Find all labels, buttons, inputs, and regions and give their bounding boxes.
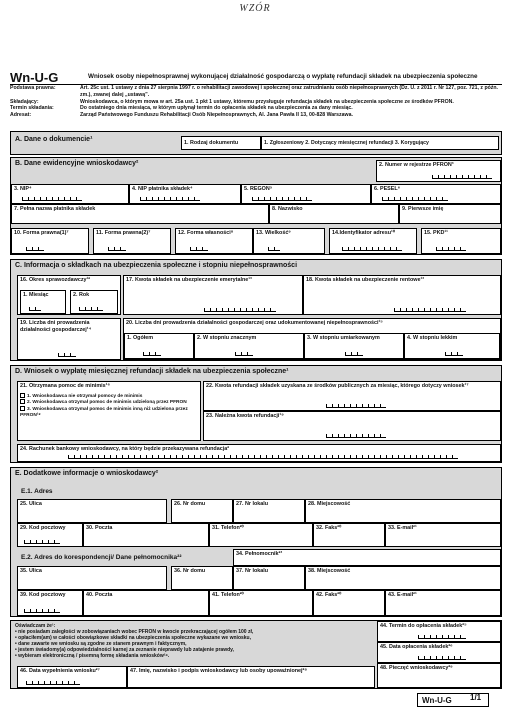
section-a-title: A. Dane o dokumencie¹ (15, 136, 93, 143)
field-11[interactable] (93, 228, 171, 254)
section-d-title: D. Wniosek o wypłatę miesięcznej refundacji składek na ubezpieczenia społeczne¹ (11, 366, 501, 379)
field-11-label: 11. Forma prawna(2)⁷ (96, 230, 151, 236)
field-20-light-label: 4. W stopniu lekkim (407, 335, 458, 341)
section-b (10, 157, 502, 255)
section-a (10, 131, 502, 155)
form-meta (10, 84, 502, 119)
field-9[interactable]: 9. Pierwsze imię (399, 204, 501, 224)
field-16-month[interactable] (20, 290, 66, 314)
field-16-label: 16. Okres sprawozdawczy¹² (20, 277, 91, 283)
field-24-label: 24. Rachunek bankowy wnioskodawcy, na który będzie przekazywana refundacja² (20, 446, 230, 452)
field-20-significant[interactable] (194, 333, 304, 359)
declaration-text: jestem świadomy(a) odpowiedzialności karnej za zeznanie nieprawdy lub zatajenie prawdy, (18, 647, 234, 653)
section-e1-title: E.1. Adres (21, 488, 53, 495)
field-4-label: 4. NIP płatnika składek⁴ (132, 186, 193, 192)
field-42[interactable]: 42. Faks²⁰ (313, 590, 385, 616)
field-45-label: 45. Data opłacenia składek²⁶ (380, 644, 453, 650)
field-40[interactable]: 40. Poczta (83, 590, 209, 616)
field-22[interactable] (203, 381, 501, 411)
field-14-label: 14.Identyfikator adresu¹⁰ (332, 230, 395, 236)
declaration-section (10, 620, 502, 689)
de-minimis-option-2[interactable] (20, 399, 198, 406)
field-10[interactable] (11, 228, 89, 254)
field-29-label: 29. Kod pocztowy (20, 525, 66, 531)
option-label: 3. Wnioskodawca otrzymał pomoc de minimis inną niż udzielona przez PFRON¹⁸ (20, 406, 188, 418)
field-16-year-label: 2. Rok (73, 292, 90, 298)
field-20-moderate-label: 3. W stopniu umiarkowanym (307, 335, 380, 341)
field-15[interactable] (421, 228, 501, 254)
meta-key: Adresat: (10, 112, 32, 119)
field-22-label: 22. Kwota refundacji składek uzyskana ze środków publicznych za miesiąc, którego dotyczy wniosek¹⁷ (206, 383, 469, 389)
field-25[interactable]: 25. Ulica (17, 499, 167, 523)
field-23[interactable] (203, 411, 501, 441)
checkbox-icon[interactable] (20, 399, 25, 404)
section-e2-title: E.2. Adres do korespondencji/ Dane pełnomocnika²² (21, 554, 182, 561)
meta-key: Termin składania: (10, 105, 54, 112)
field-20-label: 20. Liczba dni prowadzenia działalności gospodarczej oraz udokumentowanej niepełnosprawności¹⁵ (126, 320, 383, 326)
field-21-label: 21. Otrzymana pomoc de minimis¹⁶ (20, 383, 110, 389)
declarations (15, 623, 371, 659)
page-number: 1/1 (470, 693, 482, 702)
declaration-text: wybieram elektroniczną / pisemną formę składania wniosków²⁴. (18, 653, 170, 659)
declaration-line: • nie posiadam zaległości w zobowiązaniach wobec PFRON w kwocie przekraczającej ogółem 100 zł, (15, 629, 254, 635)
field-46-label: 46. Data wypełnienia wniosku²⁷ (20, 668, 100, 674)
field-43[interactable]: 43. E-mail²¹ (385, 590, 501, 616)
field-20-total[interactable] (124, 333, 194, 359)
field-20-light[interactable] (404, 333, 500, 359)
field-26[interactable]: 26. Nr domu (171, 499, 233, 523)
field-5[interactable] (241, 184, 371, 204)
section-c (10, 259, 502, 361)
field-3[interactable] (11, 184, 129, 204)
field-3-label: 3. NIP⁴ (14, 186, 32, 192)
meta-value: Wnioskodawca, o którym mowa w art. 25a ust. 1 pkt 1 ustawy, któremu przysługuje refundacja składek na ubezpieczenia społeczne ze środków PFRON. (80, 98, 454, 105)
field-7[interactable]: 7. Pełna nazwa płatnika składek (11, 204, 269, 224)
field-1: 1. Rodzaj dokumentu (181, 136, 261, 150)
declaration-line: • opłaciłem(am) w całości obowiązkowe składki na ubezpieczenia społeczne wykazane we wniosku, (15, 635, 251, 641)
document-type-options[interactable]: 1. Zgłoszeniowy 2. Dotyczący miesięcznej refundacji 3. Korygujący (261, 136, 499, 150)
declaration-text: opłaciłem(am) w całości obowiązkowe składki na ubezpieczenia społeczne wykazane we wniosku, (18, 635, 251, 641)
field-20 (123, 318, 501, 360)
meta-value: Art. 25c ust. 1 ustawy z dnia 27 sierpnia 1997 r. o rehabilitacji zawodowej i społecznej oraz zatrudnianiu osób niepełnosprawnych (Dz. U. z 2011 r. Nr 127, poz. 721, z późn. zm.), zwanej dalej „ustawą”. (80, 85, 499, 98)
field-27[interactable]: 27. Nr lokalu (233, 499, 305, 523)
field-32[interactable]: 32. Faks²⁰ (313, 523, 385, 547)
field-4[interactable] (129, 184, 241, 204)
field-18-label: 18. Kwota składek na ubezpieczenie rentowe¹³ (306, 277, 425, 283)
field-2-label: 2. Numer w rejestrze PFRON³ (379, 162, 454, 168)
field-5-label: 5. REGON⁵ (244, 186, 273, 192)
field-13-label: 13. Wielkość⁹ (256, 230, 291, 236)
field-30[interactable]: 30. Poczta (83, 523, 209, 547)
field-16-year[interactable] (70, 290, 118, 314)
option-label: 2. Wnioskodawca otrzymał pomoc de minimis udzieloną przez PFRON (27, 400, 187, 406)
field-33[interactable]: 33. E-mail²¹ (385, 523, 501, 547)
option-label: 1. Wnioskodawca nie otrzymał pomocy de minimis (27, 393, 143, 399)
declaration-line: • jestem świadomy(a) odpowiedzialności karnej za zeznanie nieprawdy lub zatajenie prawdy, (15, 647, 234, 653)
field-37[interactable]: 37. Nr lokalu (233, 566, 305, 590)
field-29[interactable] (17, 523, 83, 547)
field-19[interactable] (17, 318, 121, 360)
footer-code: Wn-U-G (417, 693, 489, 707)
field-48[interactable]: 48. Pieczęć wnioskodawcy²⁹ (377, 663, 501, 688)
field-28[interactable]: 28. Miejscowość (305, 499, 501, 523)
field-20-significant-label: 2. W stopniu znacznym (197, 335, 257, 341)
field-17-label: 17. Kwota składek na ubezpieczenie emerytalne¹³ (126, 277, 252, 283)
section-c-title: C. Informacja o składkach na ubezpieczenia społeczne i stopniu niepełnosprawności (11, 260, 501, 273)
field-47[interactable]: 47. Imię, nazwisko i podpis wnioskodawcy lub osoby upoważnionej²⁸ (127, 666, 375, 688)
field-15-label: 15. PKD¹¹ (424, 230, 448, 236)
declaration-title: Oświadczam że¹: (15, 623, 56, 629)
meta-value: Zarząd Państwowego Funduszu Rehabilitacji Osób Niepełnosprawnych, Al. Jana Pawła II 13, 00-828 Warszawa. (80, 112, 353, 119)
form-code: Wn-U-G (10, 70, 59, 85)
field-45[interactable] (377, 642, 501, 663)
field-6-label: 6. PESEL⁶ (374, 186, 401, 192)
section-b-title: B. Dane ewidencyjne wnioskodawcy² (11, 158, 501, 171)
field-13[interactable] (253, 228, 325, 254)
declaration-text: nie posiadam zaległości w zobowiązaniach wobec PFRON w kwocie przekraczającej ogółem 100 zł, (18, 629, 254, 635)
field-16-month-label: 1. Miesiąc (23, 292, 49, 298)
field-39[interactable] (17, 590, 83, 616)
field-12[interactable] (175, 228, 253, 254)
field-20-total-label: 1. Ogółem (127, 335, 154, 341)
form-title: Wniosek osoby niepełnosprawnej wykonującej działalność gospodarczą o wypłatę refundacji składek na ubezpieczenia społeczne (88, 73, 478, 80)
checkbox-icon[interactable] (20, 393, 25, 398)
field-6[interactable] (371, 184, 501, 204)
field-18[interactable] (303, 275, 501, 315)
field-12-label: 12. Forma własności⁸ (178, 230, 234, 236)
field-21 (17, 381, 201, 441)
field-44-label: 44. Termin do opłacenia składek²⁵ (380, 623, 467, 629)
field-35[interactable]: 35. Ulica (17, 566, 167, 590)
field-34[interactable]: 34. Pełnomocnik²³ (233, 549, 501, 566)
section-d (10, 365, 502, 463)
meta-value: Do ostatniego dnia miesiąca, w którym upłynął termin do opłacenia składek na ubezpieczenia za dany miesiąc. (80, 105, 353, 112)
field-44[interactable] (377, 621, 501, 642)
declaration-text: dane zawarte we wniosku są zgodne ze stanem prawnym i faktycznym, (18, 641, 187, 647)
section-e (10, 467, 502, 617)
field-19-label: 19. Liczba dni prowadzenia działalności gospodarczej¹⁴ (20, 320, 92, 333)
field-39-label: 39. Kod pocztowy (20, 592, 66, 598)
field-8[interactable]: 8. Nazwisko (269, 204, 399, 224)
field-20-moderate[interactable] (304, 333, 404, 359)
field-14[interactable] (329, 228, 417, 254)
field-2[interactable] (376, 160, 501, 182)
watermark: WZÓR (239, 3, 271, 14)
de-minimis-option-3[interactable] (20, 406, 198, 419)
declaration-line: • dane zawarte we wniosku są zgodne ze stanem prawnym i faktycznym, (15, 641, 187, 647)
field-46[interactable] (17, 666, 127, 688)
field-16 (17, 275, 121, 315)
field-23-label: 23. Należna kwota refundacji¹⁹ (206, 413, 284, 419)
field-41[interactable]: 41. Telefon²⁰ (209, 590, 313, 616)
de-minimis-option-1[interactable] (20, 393, 198, 400)
field-38[interactable]: 38. Miejscowość (305, 566, 501, 590)
meta-key: Składający: (10, 98, 39, 105)
meta-key: Podstawa prawna: (10, 85, 56, 91)
checkbox-icon[interactable] (20, 406, 25, 411)
field-17[interactable] (123, 275, 303, 315)
declaration-line[interactable]: • wybieram elektroniczną / pisemną formę składania wniosków²⁴. (15, 653, 170, 659)
section-e-title: E. Dodatkowe informacje o wnioskodawcy² (11, 468, 501, 481)
field-31[interactable]: 31. Telefon²⁰ (209, 523, 313, 547)
field-24[interactable] (17, 444, 501, 462)
field-36[interactable]: 36. Nr domu (171, 566, 233, 590)
field-10-label: 10. Forma prawna(1)⁷ (14, 230, 69, 236)
